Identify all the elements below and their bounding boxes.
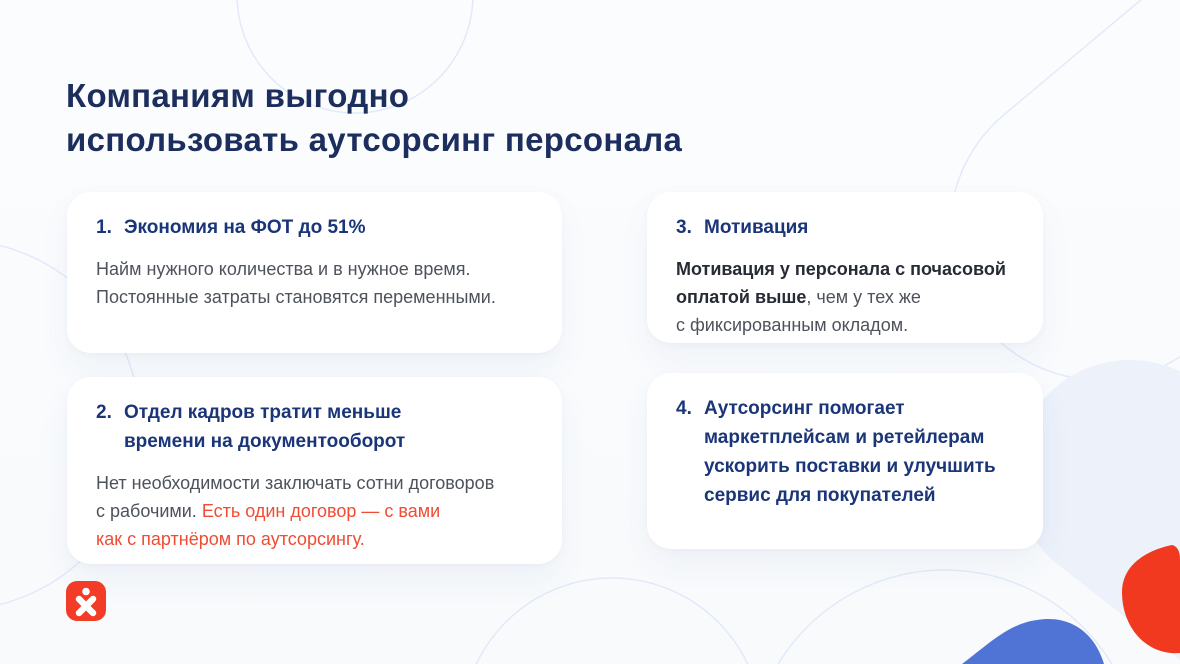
- body-line-bold: Мотивация у персонала с почасовой: [676, 259, 1006, 279]
- heading-line: Экономия на ФОТ до 51%: [124, 217, 366, 238]
- card-heading-text: [124, 213, 366, 242]
- card-body: [96, 469, 534, 553]
- heading-line: Отдел кадров тратит меньше: [124, 402, 402, 423]
- body-line: Нет необходимости заключать сотни договоров: [96, 473, 495, 493]
- body-line: Найм нужного количества и в нужное время.: [96, 259, 471, 279]
- heading-line: времени на документооборот: [124, 431, 406, 452]
- body-line-plain: , чем у тех же: [806, 287, 921, 307]
- card-heading: [96, 213, 534, 242]
- card-heading-text: [704, 213, 808, 242]
- card-heading-text: [124, 398, 405, 456]
- person-x-icon: [66, 581, 106, 621]
- card-heading: [96, 398, 534, 456]
- blue-blob-shape: [962, 619, 1104, 664]
- heading-line: Аутсорсинг помогает: [704, 398, 905, 419]
- card-number: 4.: [676, 398, 692, 419]
- heading-line: Мотивация: [704, 217, 809, 238]
- body-line-bold: оплатой выше: [676, 287, 807, 307]
- heading-line: сервис для покупателей: [704, 485, 936, 506]
- card-payroll-savings: [67, 192, 562, 353]
- card-number: 1.: [96, 217, 112, 238]
- card-heading-text: [704, 394, 996, 510]
- card-number: 2.: [96, 402, 112, 423]
- page-title: [66, 74, 682, 162]
- body-line-plain: с фиксированным окладом.: [676, 315, 909, 335]
- body-line-plain: с рабочими.: [96, 501, 202, 521]
- heading-line: маркетплейсам и ретейлерам: [704, 427, 985, 448]
- card-marketplaces: [647, 373, 1043, 549]
- title-line-1: Компаниям выгодно: [66, 77, 410, 114]
- body-line-accent: как с партнёром по аутсорсингу.: [96, 529, 365, 549]
- heading-line: ускорить поставки и улучшить: [704, 456, 996, 477]
- body-line: Постоянные затраты становятся переменными.: [96, 287, 496, 307]
- card-body: [96, 255, 534, 311]
- card-hr-paperwork: [67, 377, 562, 564]
- title-line-2: использовать аутсорсинг персонала: [66, 121, 683, 158]
- outline-circle-bottom-center: [462, 578, 762, 664]
- card-number: 3.: [676, 217, 692, 238]
- company-logo: [66, 581, 106, 621]
- card-heading: [676, 394, 1015, 510]
- card-heading: [676, 213, 1015, 242]
- body-line-accent: Есть один договор — с вами: [201, 501, 441, 521]
- card-motivation: [647, 192, 1043, 343]
- card-body: [676, 255, 1015, 339]
